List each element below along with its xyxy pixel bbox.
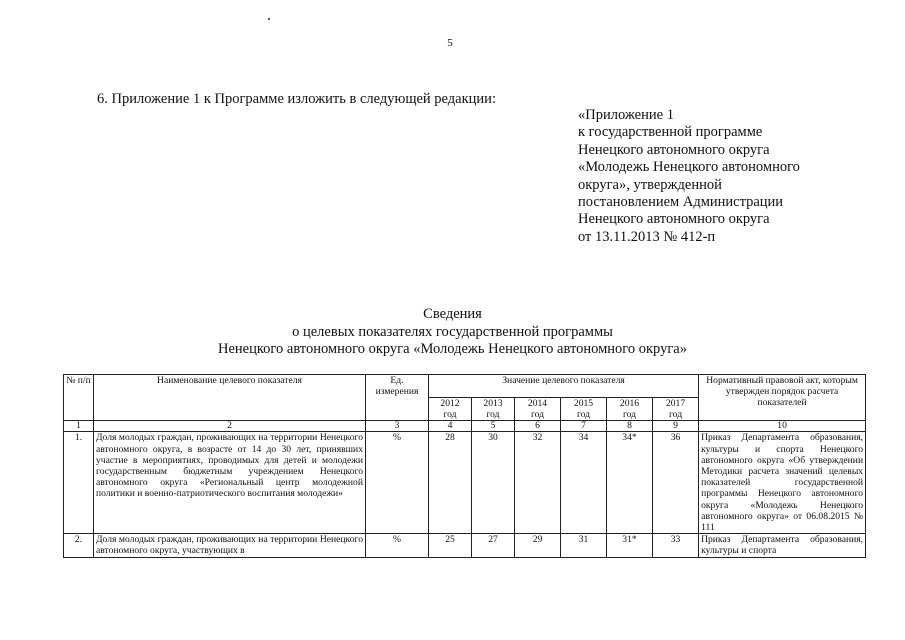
header-year: 2012 год [429,398,472,421]
column-number: 4 [429,421,472,432]
header-row [64,375,866,398]
column-number: 9 [653,421,699,432]
indicators-table [63,374,866,558]
appendix-line: «Молодежь Ненецкого автономного [578,159,800,176]
appendix-line: постановлением Администрации [578,194,784,211]
header-unit: Ед. измерения [366,375,429,421]
header-value-group: Значение целевого показателя [429,375,699,398]
appendix-line: к государственной программе [578,124,763,141]
header-act: Нормативный правовой акт, которым утвержден порядок расчета показателей [699,375,866,421]
appendix-line: Ненецкого автономного округа [578,141,770,158]
row-indicator-name: Доля молодых граждан, проживающих на территории Ненецкого автономного округа, в возрасте от 14 до 30 лет, принявших участие в мероприятиях, проводимых для детей и молодежи государственным бюджетным учреждением Ненецкого автономного округа «Региональный центр молодежной политики и военно-патриотического воспитания молодежи» [94,432,366,534]
row-value: 28 [429,432,472,534]
row-value: 31* [607,534,653,557]
column-number: 7 [561,421,607,432]
appendix-line: округа», утвержденной [578,176,722,193]
appendix-reference-block [578,107,800,246]
header-year: 2015 год [561,398,607,421]
row-num: 1. [64,432,94,534]
header-name: Наименование целевого показателя [94,375,366,421]
header-year: 2013 год [472,398,515,421]
appendix-line: «Приложение 1 [578,107,674,123]
heading-line-3: Ненецкого автономного округа «Молодежь Ненецкого автономного округа» [218,341,687,357]
row-indicator-name: Доля молодых граждан, проживающих на территории Ненецкого автономного округа, участвующих в [94,534,366,557]
column-number: 2 [94,421,366,432]
column-number: 5 [472,421,515,432]
amendment-clause: 6. Приложение 1 к Программе изложить в следующей редакции: [97,91,496,107]
row-value: 27 [472,534,515,557]
header-year: 2014 год [515,398,561,421]
row-num: 2. [64,534,94,557]
header-year: 2016 год [607,398,653,421]
heading-line-1: Сведения [423,306,482,322]
row-value: 36 [653,432,699,534]
appendix-line: от 13.11.2013 № 412-п [578,228,716,245]
column-number: 6 [515,421,561,432]
row-value: 32 [515,432,561,534]
speck-mark [268,18,270,20]
heading-line-2: о целевых показателях государственной программы [292,323,613,340]
column-number: 3 [366,421,429,432]
row-value: 30 [472,432,515,534]
header-num: № п/п [64,375,94,421]
table-heading [0,306,905,359]
row-value: 31 [561,534,607,557]
row-value: 34 [561,432,607,534]
row-value: 29 [515,534,561,557]
header-year: 2017 год [653,398,699,421]
table-row [64,534,866,557]
row-value: 34* [607,432,653,534]
row-unit: % [366,432,429,534]
row-unit: % [366,534,429,557]
page-number: 5 [447,37,453,49]
column-numbers-row [64,421,866,432]
row-value: 33 [653,534,699,557]
table-row [64,432,866,534]
row-legal-act: Приказ Департамента образования, культуры и спорта [699,534,866,557]
column-number: 10 [699,421,866,432]
appendix-line: Ненецкого автономного округа [578,211,770,228]
column-number: 8 [607,421,653,432]
row-value: 25 [429,534,472,557]
column-number: 1 [64,421,94,432]
row-legal-act: Приказ Департамента образования, культуры и спорта Ненецкого автономного округа «Об утверждении Методики расчета значений целевых показателей государственной программы Ненецкого автономного округа «Молодежь Ненецкого автономного округа» от 06.08.2015 № 111 [699,432,866,534]
